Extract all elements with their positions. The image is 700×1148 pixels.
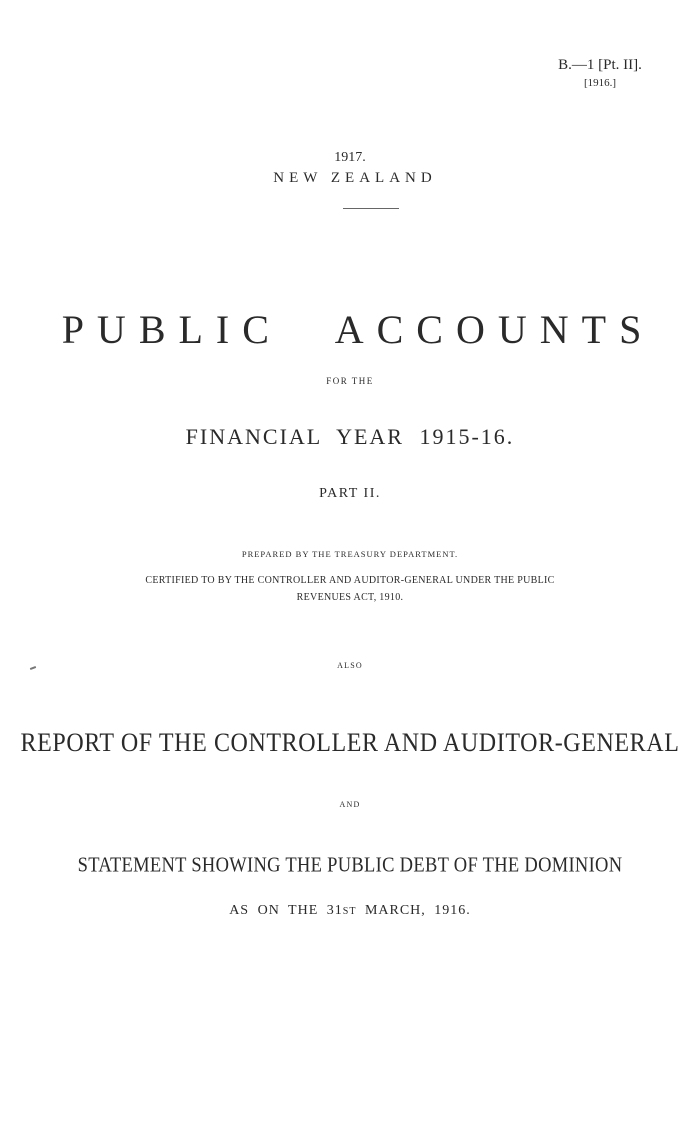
financial-year-heading: FINANCIAL YEAR 1915-16. [185,424,515,449]
for-the-label: FOR THE [326,376,374,386]
certified-line-2: REVENUES ACT, 1910. [296,592,404,603]
as-on-prefix: AS ON THE 31 [229,903,343,918]
statement-heading: STATEMENT SHOWING THE PUBLIC DEBT OF THE DOMINION [77,854,623,878]
as-on-ordinal: ST [342,906,357,917]
country-name: NEW ZEALAND [273,170,437,186]
report-heading: REPORT OF THE CONTROLLER AND AUDITOR-GENERAL [20,728,680,758]
reference-year: [1916.] [583,77,617,89]
as-on-date-line [0,903,700,919]
as-on-date: MARCH, 1916. [356,903,471,918]
publication-year: 1917. [334,150,366,165]
document-reference [520,56,680,92]
reference-code: B.—1 [Pt. II]. [558,57,642,73]
prepared-by-line: PREPARED BY THE TREASURY DEPARTMENT. [241,549,459,559]
certified-line-1: CERTIFIED TO BY THE CONTROLLER AND AUDITOR-GENERAL UNDER THE PUBLIC [145,575,555,586]
and-label: AND [339,800,361,809]
also-label: ALSO [337,661,363,670]
title-rule [343,208,399,209]
part-number: PART II. [319,486,381,501]
main-title: PUBLIC ACCOUNTS [61,307,655,352]
